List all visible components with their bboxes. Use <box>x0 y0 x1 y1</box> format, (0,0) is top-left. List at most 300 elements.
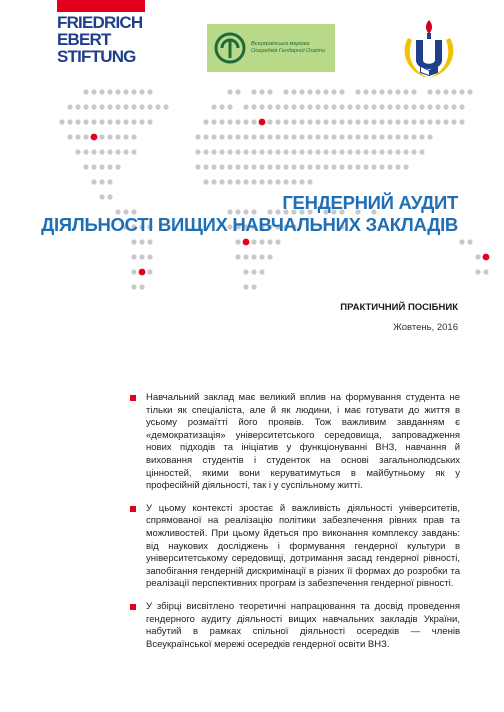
map-dot <box>395 149 400 154</box>
map-dot <box>427 119 432 124</box>
map-dot <box>451 89 456 94</box>
fes-logo-line-3: STIFTUNG <box>57 47 136 66</box>
map-dot <box>99 179 104 184</box>
map-dot <box>331 134 336 139</box>
map-dot <box>419 134 424 139</box>
map-dot <box>363 164 368 169</box>
map-dot <box>411 89 416 94</box>
map-dot <box>331 89 336 94</box>
map-dot <box>251 104 256 109</box>
map-dot <box>147 104 152 109</box>
map-dot <box>299 149 304 154</box>
map-dot <box>283 104 288 109</box>
map-dot <box>347 149 352 154</box>
map-dot <box>243 179 248 184</box>
map-dot <box>59 119 64 124</box>
map-dot <box>115 149 120 154</box>
map-dot <box>459 119 464 124</box>
map-dot <box>211 104 216 109</box>
map-dot <box>403 164 408 169</box>
map-dot <box>347 119 352 124</box>
map-dot <box>259 179 264 184</box>
publication-date: Жовтень, 2016 <box>393 322 458 333</box>
map-dot <box>323 164 328 169</box>
map-dot <box>267 104 272 109</box>
map-dot <box>363 134 368 139</box>
map-dot <box>115 89 120 94</box>
map-dot <box>243 269 248 274</box>
map-dot <box>195 149 200 154</box>
map-dot <box>251 89 256 94</box>
map-dot <box>251 134 256 139</box>
map-dot <box>459 104 464 109</box>
map-dot <box>243 104 248 109</box>
map-dot <box>427 134 432 139</box>
map-dot-red <box>483 254 490 261</box>
map-dot <box>347 134 352 139</box>
map-dot <box>459 89 464 94</box>
map-dot <box>243 254 248 259</box>
map-dot <box>307 104 312 109</box>
map-dot <box>139 119 144 124</box>
fes-red-bar <box>57 0 145 12</box>
map-dot <box>251 164 256 169</box>
map-dot <box>307 89 312 94</box>
map-dot <box>227 179 232 184</box>
map-dot <box>355 104 360 109</box>
map-dot <box>275 134 280 139</box>
map-dot <box>371 104 376 109</box>
map-dot <box>291 134 296 139</box>
map-dot <box>115 104 120 109</box>
map-dot <box>83 149 88 154</box>
map-dot <box>435 89 440 94</box>
map-dot <box>379 149 384 154</box>
title-line-2: ДІЯЛЬНОСТІ ВИЩИХ НАВЧАЛЬНИХ ЗАКЛАДІВ <box>41 214 458 235</box>
map-dot <box>83 134 88 139</box>
map-dot <box>235 89 240 94</box>
map-dot <box>219 179 224 184</box>
map-dot <box>363 149 368 154</box>
map-dot <box>283 89 288 94</box>
map-dot <box>155 104 160 109</box>
network-logo-line-2: Осередків Гендерної Освіти <box>251 48 326 54</box>
map-dot <box>291 89 296 94</box>
map-dot <box>259 269 264 274</box>
map-dot <box>283 179 288 184</box>
map-dot <box>91 104 96 109</box>
list-item <box>130 503 460 591</box>
map-dot <box>131 119 136 124</box>
map-dot <box>291 119 296 124</box>
map-dot <box>227 149 232 154</box>
map-dot <box>291 104 296 109</box>
map-dot <box>315 104 320 109</box>
map-dot-red <box>139 269 146 276</box>
map-dot <box>331 119 336 124</box>
list-item <box>130 392 460 493</box>
map-dot <box>107 104 112 109</box>
map-dot <box>235 119 240 124</box>
map-dot <box>379 104 384 109</box>
map-dot <box>315 134 320 139</box>
map-dot <box>363 119 368 124</box>
map-dot <box>75 134 80 139</box>
map-dot <box>219 149 224 154</box>
map-dot <box>251 284 256 289</box>
map-dot <box>91 164 96 169</box>
map-dot <box>235 134 240 139</box>
map-dot <box>99 164 104 169</box>
map-dot <box>235 149 240 154</box>
list-item <box>130 601 460 651</box>
map-dot <box>435 119 440 124</box>
map-dot <box>387 119 392 124</box>
gender-network-logo <box>207 24 335 72</box>
map-dot <box>83 89 88 94</box>
map-dot <box>243 119 248 124</box>
map-dot <box>323 134 328 139</box>
map-dot <box>227 89 232 94</box>
document-subtitle: ПРАКТИЧНИЙ ПОСІБНИК <box>340 302 458 313</box>
paragraph-2: У цьому контексті зростає й важливість діяльності університетів, спрямованої на реалізацію політики забезпечення рівних прав та можливостей. При цьому йдеться про виконання комплексу завдань: від наукових досліджень і формування гендерної культури в університетському середовищі, дотримання засад гендерної рівності, запобігання гендерній дискримінації в різних її формах до розробки та реалізації перспективних програм із забезпечення гендерної рівності. <box>146 502 460 590</box>
map-dot <box>235 239 240 244</box>
map-dot <box>299 134 304 139</box>
map-dot <box>203 164 208 169</box>
map-dot <box>395 134 400 139</box>
map-dot <box>107 164 112 169</box>
fes-logo-line-2: EBERT <box>57 30 111 49</box>
map-dot-red <box>259 119 266 126</box>
map-dot <box>147 254 152 259</box>
map-dot <box>299 179 304 184</box>
map-dot <box>123 89 128 94</box>
map-dot <box>371 149 376 154</box>
map-dot <box>139 254 144 259</box>
map-dot <box>339 134 344 139</box>
map-dot <box>147 239 152 244</box>
map-dot <box>459 239 464 244</box>
map-dot <box>299 89 304 94</box>
map-dot <box>323 119 328 124</box>
map-dot <box>307 149 312 154</box>
map-dot <box>283 164 288 169</box>
map-dot <box>259 254 264 259</box>
map-dot <box>371 164 376 169</box>
red-square-bullet-icon <box>130 506 136 512</box>
map-dot <box>75 104 80 109</box>
map-dot <box>83 119 88 124</box>
map-dot <box>131 149 136 154</box>
map-dot <box>371 134 376 139</box>
map-dot <box>403 149 408 154</box>
map-dot <box>307 164 312 169</box>
map-dot <box>267 149 272 154</box>
map-dot <box>131 269 136 274</box>
map-dot <box>331 149 336 154</box>
map-dot <box>211 179 216 184</box>
map-dot <box>219 164 224 169</box>
map-dot <box>107 89 112 94</box>
map-dot <box>219 119 224 124</box>
map-dot <box>203 179 208 184</box>
map-dot <box>299 164 304 169</box>
u-letter-icon <box>416 40 442 69</box>
map-dot <box>267 89 272 94</box>
map-dot <box>267 119 272 124</box>
map-dot <box>251 254 256 259</box>
map-dot <box>131 254 136 259</box>
map-dot <box>131 104 136 109</box>
map-dot <box>467 239 472 244</box>
map-dot <box>139 89 144 94</box>
paragraph-3: У збірці висвітлено теоретичні напрацювання та досвід проведення гендерного аудиту діяльності вищих навчальних закладів України, набутий в рамках спільної діяльності осередків — членів Всеукраїнської мережі осередків гендерної освіти ВНЗ. <box>146 600 460 650</box>
map-dot <box>315 164 320 169</box>
map-dot <box>323 89 328 94</box>
map-dot <box>419 149 424 154</box>
map-dot <box>251 269 256 274</box>
map-dot <box>355 149 360 154</box>
map-dot <box>243 149 248 154</box>
map-dot <box>371 89 376 94</box>
map-dot <box>251 239 256 244</box>
map-dot <box>379 119 384 124</box>
red-square-bullet-icon <box>130 395 136 401</box>
map-dot <box>147 119 152 124</box>
map-dot <box>267 134 272 139</box>
map-dot <box>123 149 128 154</box>
map-dot <box>83 104 88 109</box>
map-dot <box>275 119 280 124</box>
map-dot <box>355 89 360 94</box>
map-dot <box>115 164 120 169</box>
map-dot <box>339 164 344 169</box>
map-dot <box>283 119 288 124</box>
map-dot <box>355 164 360 169</box>
map-dot <box>131 134 136 139</box>
map-dot <box>67 134 72 139</box>
map-dot <box>107 179 112 184</box>
map-dot <box>411 149 416 154</box>
map-dot <box>475 254 480 259</box>
map-dot <box>379 89 384 94</box>
map-dot <box>107 119 112 124</box>
map-dot <box>131 284 136 289</box>
map-dot <box>235 179 240 184</box>
map-dot <box>427 89 432 94</box>
map-dot <box>419 119 424 124</box>
map-dot <box>243 164 248 169</box>
map-dot <box>403 134 408 139</box>
map-dot <box>227 104 232 109</box>
map-dot <box>75 119 80 124</box>
map-dot <box>99 149 104 154</box>
map-dot <box>291 149 296 154</box>
map-dot <box>131 89 136 94</box>
summary-list <box>130 392 460 661</box>
map-dot <box>315 89 320 94</box>
map-dot <box>227 134 232 139</box>
map-dot <box>315 119 320 124</box>
map-dot <box>363 89 368 94</box>
map-dot <box>307 179 312 184</box>
network-logo-line-1: Всеукраїнська мережа <box>251 41 310 47</box>
map-dot <box>291 179 296 184</box>
map-dot-red <box>243 239 250 246</box>
map-dot <box>371 119 376 124</box>
map-dot <box>259 239 264 244</box>
paragraph-1: Навчальний заклад має великий вплив на формування студента не тільки як спеціаліста, але й як людини, і має готувати до життя в усьому розмаїтті його проявів. Тож важливим завданням є «демократизація» університетського середовища, запровадження нових підходів та ініціатив у функціонуванні ВНЗ, навчання й виховання студентів і студенток на основі загальнолюдських цінностей, якими вони керуватимуться в майбутньому як у професійній діяльності, так і у суспільному житті. <box>146 392 460 492</box>
map-dot <box>403 104 408 109</box>
map-dot <box>339 89 344 94</box>
map-dot <box>147 269 152 274</box>
map-dot <box>355 134 360 139</box>
map-dot <box>243 134 248 139</box>
map-dot <box>275 179 280 184</box>
map-dot <box>363 104 368 109</box>
map-dot <box>251 149 256 154</box>
map-dot <box>443 119 448 124</box>
map-dot <box>379 134 384 139</box>
map-dot <box>483 269 488 274</box>
map-dot <box>227 119 232 124</box>
map-dot <box>203 149 208 154</box>
map-dot <box>99 89 104 94</box>
document-title <box>41 192 458 236</box>
map-dot <box>347 164 352 169</box>
map-dot <box>259 89 264 94</box>
map-dot <box>315 149 320 154</box>
map-dot <box>299 119 304 124</box>
map-dot <box>451 104 456 109</box>
map-dot <box>427 104 432 109</box>
map-dot <box>195 164 200 169</box>
map-dot <box>275 149 280 154</box>
map-dot <box>259 149 264 154</box>
map-dot <box>387 89 392 94</box>
map-dot <box>115 134 120 139</box>
network-emblem-icon <box>213 31 247 65</box>
map-dot <box>395 164 400 169</box>
map-dot <box>99 134 104 139</box>
map-dot <box>83 164 88 169</box>
map-dot <box>331 164 336 169</box>
map-dot <box>267 254 272 259</box>
map-dot <box>227 164 232 169</box>
map-dot <box>395 104 400 109</box>
map-dot <box>475 269 480 274</box>
map-dot <box>99 119 104 124</box>
map-dot <box>323 149 328 154</box>
map-dot <box>67 104 72 109</box>
torch-flame-icon <box>426 20 432 34</box>
map-dot <box>251 119 256 124</box>
map-dot <box>339 149 344 154</box>
map-dot <box>291 164 296 169</box>
map-dot <box>443 104 448 109</box>
map-dot <box>395 89 400 94</box>
map-dot <box>443 89 448 94</box>
map-dot <box>395 119 400 124</box>
map-dot <box>355 119 360 124</box>
map-dot <box>411 104 416 109</box>
map-dot <box>251 179 256 184</box>
map-dot <box>123 119 128 124</box>
fes-logo-line-1: FRIEDRICH <box>57 13 143 32</box>
map-dot <box>387 104 392 109</box>
title-line-1: ГЕНДЕРНИЙ АУДИТ <box>282 192 458 213</box>
map-dot <box>139 284 144 289</box>
map-dot <box>339 104 344 109</box>
map-dot <box>435 104 440 109</box>
map-dot <box>387 149 392 154</box>
map-dot <box>203 134 208 139</box>
map-dot <box>275 239 280 244</box>
map-dot <box>131 239 136 244</box>
map-dot <box>91 89 96 94</box>
map-dot <box>163 104 168 109</box>
map-dot <box>211 134 216 139</box>
map-dot <box>467 89 472 94</box>
map-dot <box>331 104 336 109</box>
map-dot <box>339 119 344 124</box>
map-dot <box>107 134 112 139</box>
fes-logo <box>57 14 157 65</box>
map-dot <box>259 134 264 139</box>
map-dot <box>211 119 216 124</box>
map-dot <box>219 134 224 139</box>
map-dot <box>91 149 96 154</box>
map-dot <box>139 104 144 109</box>
map-dot <box>387 164 392 169</box>
map-dot <box>275 104 280 109</box>
map-dot <box>243 284 248 289</box>
map-dot <box>403 89 408 94</box>
map-dot <box>259 164 264 169</box>
map-dot <box>307 119 312 124</box>
map-dot <box>403 119 408 124</box>
map-dot <box>267 179 272 184</box>
map-dot <box>299 104 304 109</box>
map-dot <box>235 254 240 259</box>
map-dot <box>91 119 96 124</box>
map-dot <box>123 104 128 109</box>
map-dot <box>235 164 240 169</box>
network-logo-text <box>251 41 325 55</box>
map-dot <box>91 179 96 184</box>
map-dot <box>267 239 272 244</box>
map-dot <box>211 149 216 154</box>
map-dot <box>67 119 72 124</box>
map-dot <box>107 149 112 154</box>
map-dot <box>411 134 416 139</box>
map-dot <box>259 104 264 109</box>
map-dot <box>379 164 384 169</box>
map-dot <box>283 134 288 139</box>
map-dot <box>267 164 272 169</box>
map-dot <box>115 119 120 124</box>
map-dot <box>75 149 80 154</box>
map-dot <box>411 119 416 124</box>
map-dot <box>123 134 128 139</box>
map-dot <box>451 119 456 124</box>
map-dot <box>387 134 392 139</box>
map-dot <box>203 119 208 124</box>
map-dot <box>219 104 224 109</box>
map-dot <box>283 149 288 154</box>
map-dot <box>211 164 216 169</box>
map-dot <box>99 104 104 109</box>
